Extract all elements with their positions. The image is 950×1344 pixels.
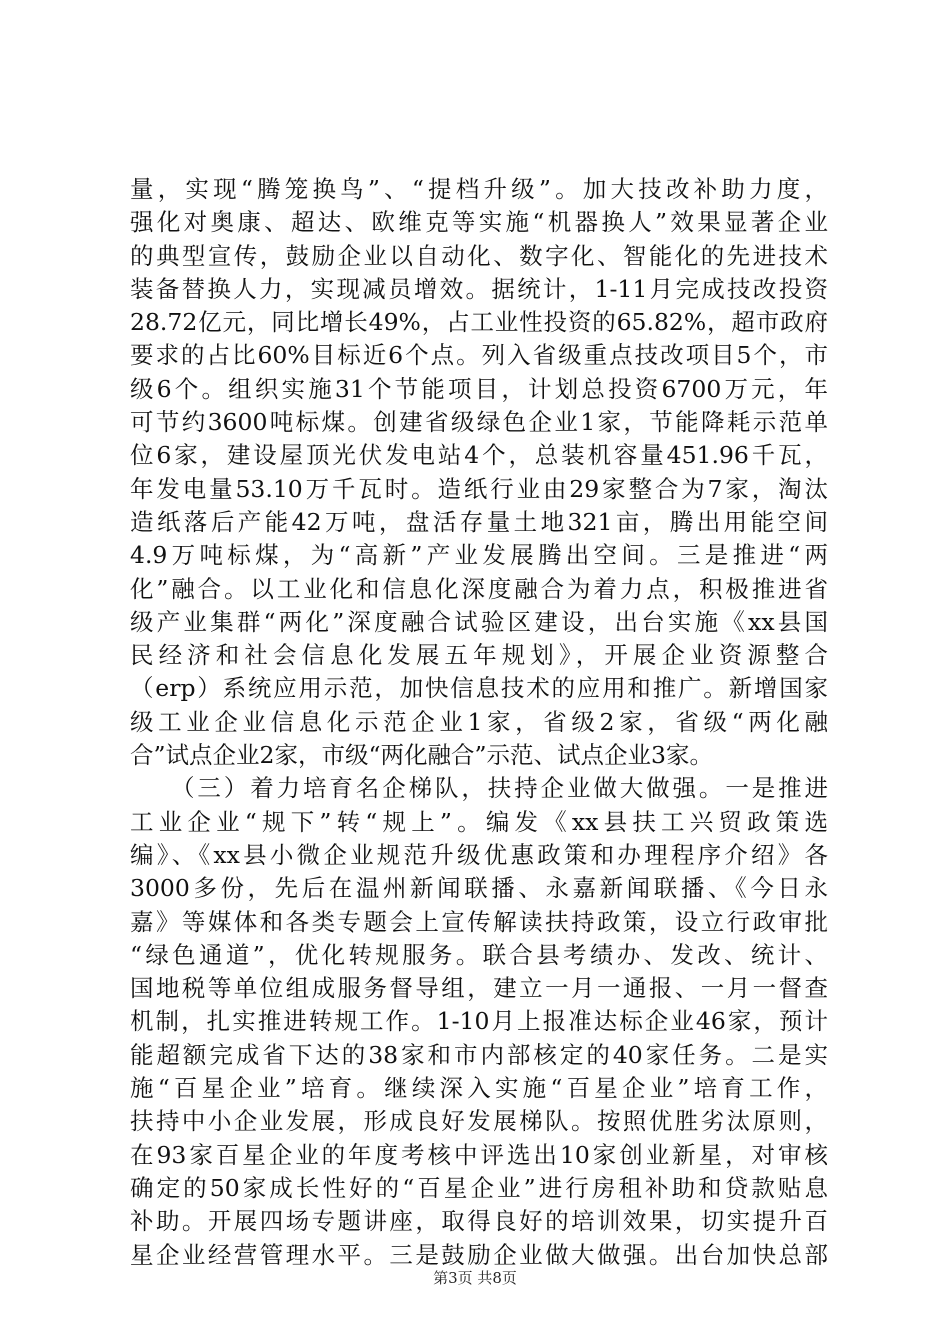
text-line: 年发电量53.10万千瓦时。造纸行业由29家整合为7家，淘汰 xyxy=(130,474,828,503)
text-line: 嘉》等媒体和各类专题会上宣传解读扶持政策，设立行政审批 xyxy=(130,907,828,936)
text-line: 3000多份，先后在温州新闻联播、永嘉新闻联播、《今日永 xyxy=(130,874,828,903)
page-footer: 第3页 共8页 xyxy=(433,1269,517,1287)
text-line: 4.9万吨标煤，为“高新”产业发展腾出空间。三是推进“两 xyxy=(130,541,828,570)
text-line: 机制，扎实推进转规工作。1-10月上报准达标企业46家，预计 xyxy=(130,1007,828,1036)
text-line: 级工业企业信息化示范企业1家，省级2家，省级“两化融 xyxy=(130,707,828,736)
text-line: （三）着力培育名企梯队，扶持企业做大做强。一是推进 xyxy=(130,774,828,803)
text-line: （erp）系统应用示范，加快信息技术的应用和推广。新增国家 xyxy=(130,674,828,703)
text-line: 确定的50家成长性好的“百星企业”进行房租补助和贷款贴息 xyxy=(130,1173,828,1202)
text-line: “绿色通道”，优化转规服务。联合县考绩办、发改、统计、 xyxy=(130,940,828,969)
text-line: 能超额完成省下达的38家和市内部核定的40家任务。二是实 xyxy=(130,1040,828,1069)
text-line: 装备替换人力，实现减员增效。据统计，1-11月完成技改投资 xyxy=(130,274,828,303)
text-line: 量，实现“腾笼换鸟”、“提档升级”。加大技改补助力度， xyxy=(130,175,828,203)
text-line: 国地税等单位组成服务督导组，建立一月一通报、一月一督查 xyxy=(130,974,828,1003)
text-line: 合”试点企业2家，市级“两化融合”示范、试点企业3家。 xyxy=(130,741,713,770)
text-line: 化”融合。以工业化和信息化深度融合为着力点，积极推进省 xyxy=(130,574,828,603)
text-line: 编》、《xx县小微企业规范升级优惠政策和办理程序介绍》各 xyxy=(130,840,828,869)
text-line: 要求的占比60%目标近6个点。列入省级重点技改项目5个，市 xyxy=(130,341,828,370)
text-line: 民经济和社会信息化发展五年规划》，开展企业资源整合 xyxy=(130,641,828,670)
text-line: 级6个。组织实施31个节能项目，计划总投资6700万元，年 xyxy=(130,374,828,403)
text-line: 造纸落后产能42万吨，盘活存量土地321亩，腾出用能空间 xyxy=(130,507,828,536)
text-line: 施“百星企业”培育。继续深入实施“百星企业”培育工作， xyxy=(130,1074,828,1103)
text-line: 强化对奥康、超达、欧维克等实施“机器换人”效果显著企业 xyxy=(130,208,828,237)
text-line: 扶持中小企业发展，形成良好发展梯队。按照优胜劣汰原则， xyxy=(130,1107,828,1136)
body-text xyxy=(130,173,828,1272)
text-line: 星企业经营管理水平。三是鼓励企业做大做强。出台加快总部 xyxy=(130,1240,828,1269)
text-line: 28.72亿元，同比增长49%，占工业性投资的65.82%，超市政府 xyxy=(130,308,828,337)
text-line: 补助。开展四场专题讲座，取得良好的培训效果，切实提升百 xyxy=(130,1207,828,1236)
text-line: 可节约3600吨标煤。创建省级绿色企业1家，节能降耗示范单 xyxy=(130,408,828,437)
text-line: 工业企业“规下”转“规上”。编发《xx县扶工兴贸政策选 xyxy=(130,807,828,836)
text-line: 的典型宣传，鼓励企业以自动化、数字化、智能化的先进技术 xyxy=(130,241,828,270)
text-line: 位6家，建设屋顶光伏发电站4个，总装机容量451.96千瓦， xyxy=(130,441,828,470)
text-line: 级产业集群“两化”深度融合试验区建设，出台实施《xx县国 xyxy=(130,607,828,636)
text-line: 在93家百星企业的年度考核中评选出10家创业新星，对审核 xyxy=(130,1140,828,1169)
